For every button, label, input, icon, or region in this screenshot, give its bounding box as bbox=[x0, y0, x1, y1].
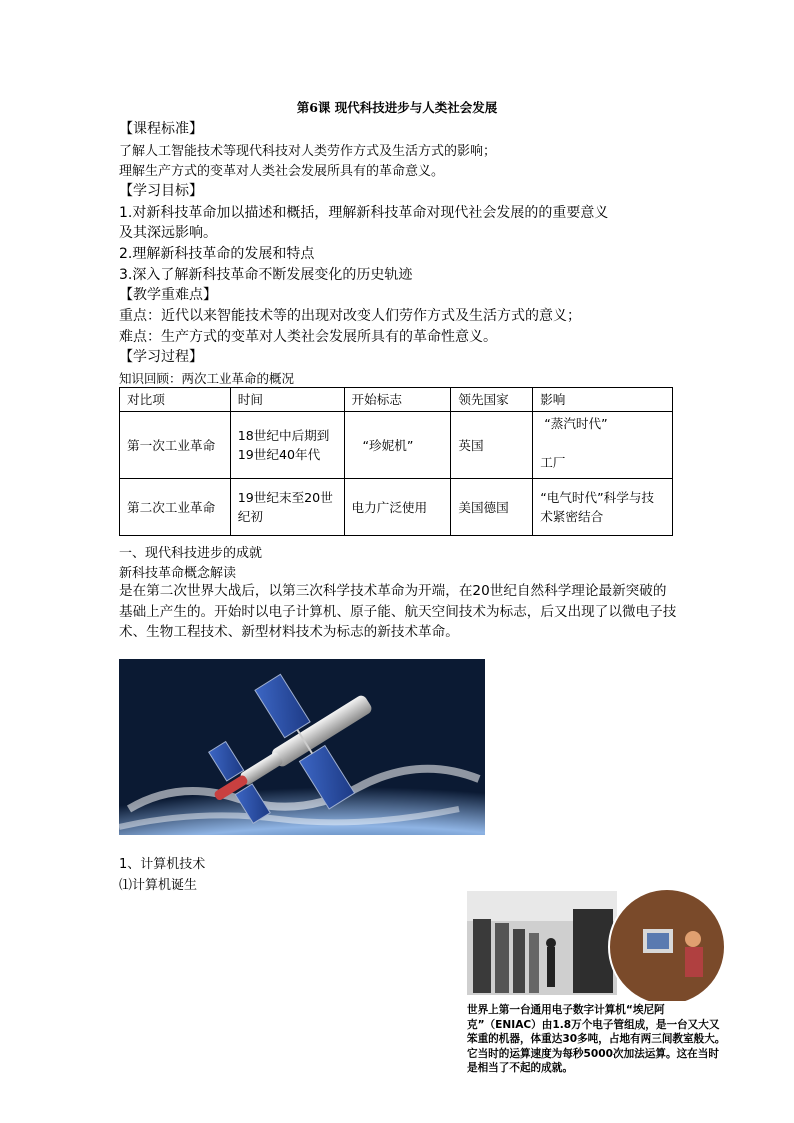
row2-sign: 电力广泛使用 bbox=[344, 479, 451, 536]
row1-impact bbox=[533, 412, 673, 479]
row1-name: 第一次工业革命 bbox=[120, 412, 231, 479]
goal-3: 3.深入了解新科技革命不断发展变化的历史轨迹 bbox=[119, 267, 413, 283]
row2-country: 美国德国 bbox=[451, 479, 533, 536]
eniac-person bbox=[685, 931, 701, 947]
standard-line-1: 了解人工智能技术等现代科技对人类劳作方式及生活方式的影响； bbox=[119, 144, 497, 159]
concept-body: 是在第二次世界大战后，以第三次科学技术革命为开端，在20世纪自然科学理论最新突破的基础上产生的。开始时以电子计算机、原子能、航天空间技术为标志，后又出现了以微电子技术、生物工程技术、新型材料技术为标志的新技术革命。 bbox=[119, 583, 677, 640]
eniac-panel bbox=[513, 929, 525, 993]
row1-country: 英国 bbox=[451, 412, 533, 479]
goal-2: 2.理解新科技革命的发展和特点 bbox=[119, 246, 315, 262]
eniac-caption: 世界上第一台通用电子数字计算机“埃尼阿克”（ENIAC）由1.8万个电子管组成，是一台又大又笨重的机器，体重达30多吨，占地有两三间教室般大。它当时的运算速度为每秒5000次加法运算。这在当时是相当了不起的成就。 bbox=[467, 1004, 726, 1075]
eniac-operator bbox=[546, 938, 556, 948]
eniac-panel bbox=[495, 923, 509, 993]
eniac-panel bbox=[473, 919, 491, 993]
row1-impact-b: 工厂 bbox=[540, 455, 566, 470]
computer-heading: 1、计算机技术 bbox=[119, 857, 206, 872]
review-text: 知识回顾：两次工业革命的概况 bbox=[119, 371, 295, 386]
eniac-screen bbox=[647, 933, 669, 949]
row2-impact: “电气时代”科学与技术紧密结合 bbox=[533, 479, 673, 536]
row2-name: 第二次工业革命 bbox=[120, 479, 231, 536]
table-header: 对比项 bbox=[120, 388, 231, 412]
table-header: 时间 bbox=[230, 388, 344, 412]
computer-sub: ⑴计算机诞生 bbox=[119, 878, 198, 893]
eniac-operator bbox=[547, 947, 555, 987]
standard-heading: 【课程标准】 bbox=[119, 121, 203, 137]
row2-time: 19世纪末至20世纪初 bbox=[230, 479, 344, 536]
eniac-person bbox=[685, 947, 703, 977]
table-header: 领先国家 bbox=[451, 388, 533, 412]
difficulty: 难点：生产方式的变革对人类社会发展所具有的革命性意义。 bbox=[119, 329, 497, 345]
standard-line-2: 理解生产方式的变革对人类社会发展所具有的革命意义。 bbox=[119, 164, 445, 179]
table-row bbox=[120, 412, 673, 479]
table-header-row bbox=[120, 388, 673, 412]
concept-heading: 新科技革命概念解读 bbox=[119, 566, 237, 581]
key-heading: 【教学重难点】 bbox=[119, 287, 217, 303]
table-header: 开始标志 bbox=[344, 388, 451, 412]
row1-sign: “珍妮机” bbox=[344, 412, 451, 479]
eniac-panel bbox=[529, 933, 539, 993]
part1-heading: 一、现代科技进步的成就 bbox=[119, 546, 263, 561]
lesson-title: 第6课 现代科技进步与人类社会发展 bbox=[296, 100, 498, 115]
row1-time: 18世纪中后期到19世纪40年代 bbox=[230, 412, 344, 479]
goals-heading: 【学习目标】 bbox=[119, 183, 203, 199]
eniac-photo bbox=[463, 889, 727, 1001]
key-point: 重点：近代以来智能技术等的出现对改变人们劳作方式及生活方式的意义； bbox=[119, 308, 581, 324]
goal-1a: 1.对新科技革命加以描述和概括，理解新科技革命对现代社会发展的的重要意义 bbox=[119, 205, 609, 221]
space-station-image bbox=[119, 659, 485, 835]
row1-impact-a: “蒸汽时代” bbox=[544, 416, 608, 431]
goal-1b: 及其深远影响。 bbox=[119, 225, 217, 241]
process-heading: 【学习过程】 bbox=[119, 349, 203, 365]
table-row bbox=[120, 479, 673, 536]
table-header: 影响 bbox=[533, 388, 673, 412]
eniac-panel bbox=[573, 909, 613, 993]
revolution-table bbox=[119, 387, 673, 536]
